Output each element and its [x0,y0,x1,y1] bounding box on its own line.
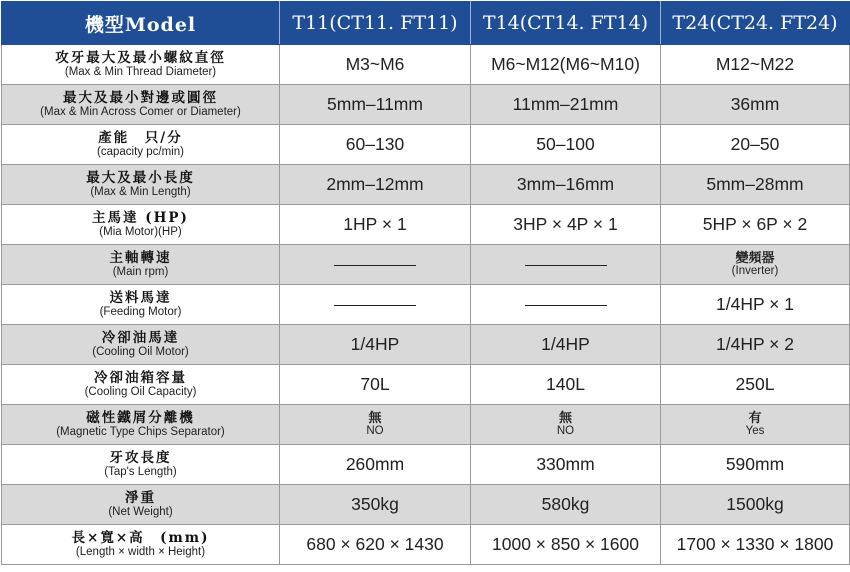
label-en: (Cooling Oil Motor) [92,345,189,358]
row-dimensions [2,525,850,565]
value-zh: 變頻器 [735,250,775,266]
label-en: (Max & Min Thread Diameter) [64,65,217,78]
row-capacity [2,125,850,165]
label-zh: 攻牙最大及最小螺紋直徑 [55,50,226,67]
value-t11 [280,245,471,285]
value-t14: 1000 × 850 × 1600 [471,525,661,565]
value-zh: 無 [558,410,572,426]
label-en: (Feeding Motor) [99,305,182,318]
empty-dash [334,265,416,266]
value-t24 [661,245,850,285]
value-en: Yes [745,425,765,438]
label-zh: 冷卻油箱容量 [94,370,187,387]
value-t14 [471,405,661,445]
value-t14: 580kg [471,485,661,525]
label-en: (Tap's Length) [104,465,177,478]
empty-dash [334,305,416,306]
row-label [2,405,280,445]
value-t11 [280,285,471,325]
label-zh: 冷卻油馬達 [101,330,180,347]
label-en: (Magnetic Type Chips Separator) [56,425,225,438]
header-row [2,2,850,45]
row-tap-length [2,445,850,485]
value-t11: 260mm [280,445,471,485]
value-t11 [280,405,471,445]
row-main-rpm [2,245,850,285]
value-en: NO [556,425,575,438]
label-zh: 磁性鐵屑分離機 [86,410,195,427]
label-en: (Mia Motor)(HP) [99,225,182,238]
row-label [2,85,280,125]
value-t24: 1/4HP × 2 [661,325,850,365]
row-label [2,445,280,485]
row-label [2,365,280,405]
label-en: (Cooling Oil Capacity) [84,385,197,398]
value-t14: 1/4HP [471,325,661,365]
label-zh: 主軸轉速 [109,250,172,267]
value-t24: 20–50 [661,125,850,165]
value-t24: 36mm [661,85,850,125]
row-label [2,165,280,205]
value-t24: 1700 × 1330 × 1800 [661,525,850,565]
value-t14: 3HP × 4P × 1 [471,205,661,245]
value-t14: 50–100 [471,125,661,165]
value-t11: 70L [280,365,471,405]
value-t11: 60–130 [280,125,471,165]
value-t24: 590mm [661,445,850,485]
empty-dash [525,265,607,266]
value-t11: M3~M6 [280,45,471,85]
value-t24 [661,405,850,445]
row-feeding-motor [2,285,850,325]
value-t14: M6~M12(M6~M10) [471,45,661,85]
value-t24: 5HP × 6P × 2 [661,205,850,245]
row-label [2,525,280,565]
value-t24: 5mm–28mm [661,165,850,205]
empty-dash [525,305,607,306]
value-t14: 3mm–16mm [471,165,661,205]
value-t24: 1/4HP × 1 [661,285,850,325]
label-en: (Main rpm) [112,265,169,278]
value-t14: 140L [471,365,661,405]
row-cooling-oil-capacity [2,365,850,405]
row-length [2,165,850,205]
value-t24: 1500kg [661,485,850,525]
row-thread-diameter [2,45,850,85]
label-zh: 最大及最小對邊或圓徑 [63,90,218,107]
value-t24: M12~M22 [661,45,850,85]
row-label [2,485,280,525]
label-en: (Max & Min Length) [90,185,191,198]
row-label [2,45,280,85]
value-t14: 11mm–21mm [471,85,661,125]
value-t11: 1/4HP [280,325,471,365]
value-t24: 250L [661,365,850,405]
header-model: 機型Model [2,2,280,45]
label-en: (Net Weight) [108,505,173,518]
value-t11: 1HP × 1 [280,205,471,245]
value-en: NO [366,425,384,438]
label-zh: 長×寬×高 (mm) [71,530,210,547]
label-zh: 產能 只/分 [98,130,183,147]
value-t14 [471,285,661,325]
header-t11: T11(CT11. FT11) [280,2,471,45]
row-label [2,285,280,325]
row-net-weight [2,485,850,525]
label-zh: 淨重 [125,490,156,507]
spec-table [1,1,850,565]
label-en: (Length × width × Height) [75,545,206,558]
value-t11: 5mm–11mm [280,85,471,125]
value-zh: 無 [368,410,382,426]
row-label [2,125,280,165]
row-label [2,245,280,285]
header-t24: T24(CT24. FT24) [661,2,850,45]
label-zh: 牙攻長度 [109,450,172,467]
label-zh: 主馬達 (HP) [92,210,189,227]
value-en: (Inverter) [731,265,779,278]
value-t14 [471,245,661,285]
row-cooling-oil-motor [2,325,850,365]
label-zh: 送料馬達 [109,290,172,307]
value-t14: 330mm [471,445,661,485]
row-across-corner [2,85,850,125]
row-chips-separator [2,405,850,445]
value-t11: 350kg [280,485,471,525]
row-main-motor [2,205,850,245]
value-t11: 680 × 620 × 1430 [280,525,471,565]
label-zh: 最大及最小長度 [86,170,195,187]
header-t14: T14(CT14. FT14) [471,2,661,45]
value-t11: 2mm–12mm [280,165,471,205]
label-en: (capacity pc/min) [97,145,184,158]
row-label [2,205,280,245]
row-label [2,325,280,365]
value-zh: 有 [748,410,762,426]
label-en: (Max & Min Across Comer or Diameter) [40,105,241,118]
